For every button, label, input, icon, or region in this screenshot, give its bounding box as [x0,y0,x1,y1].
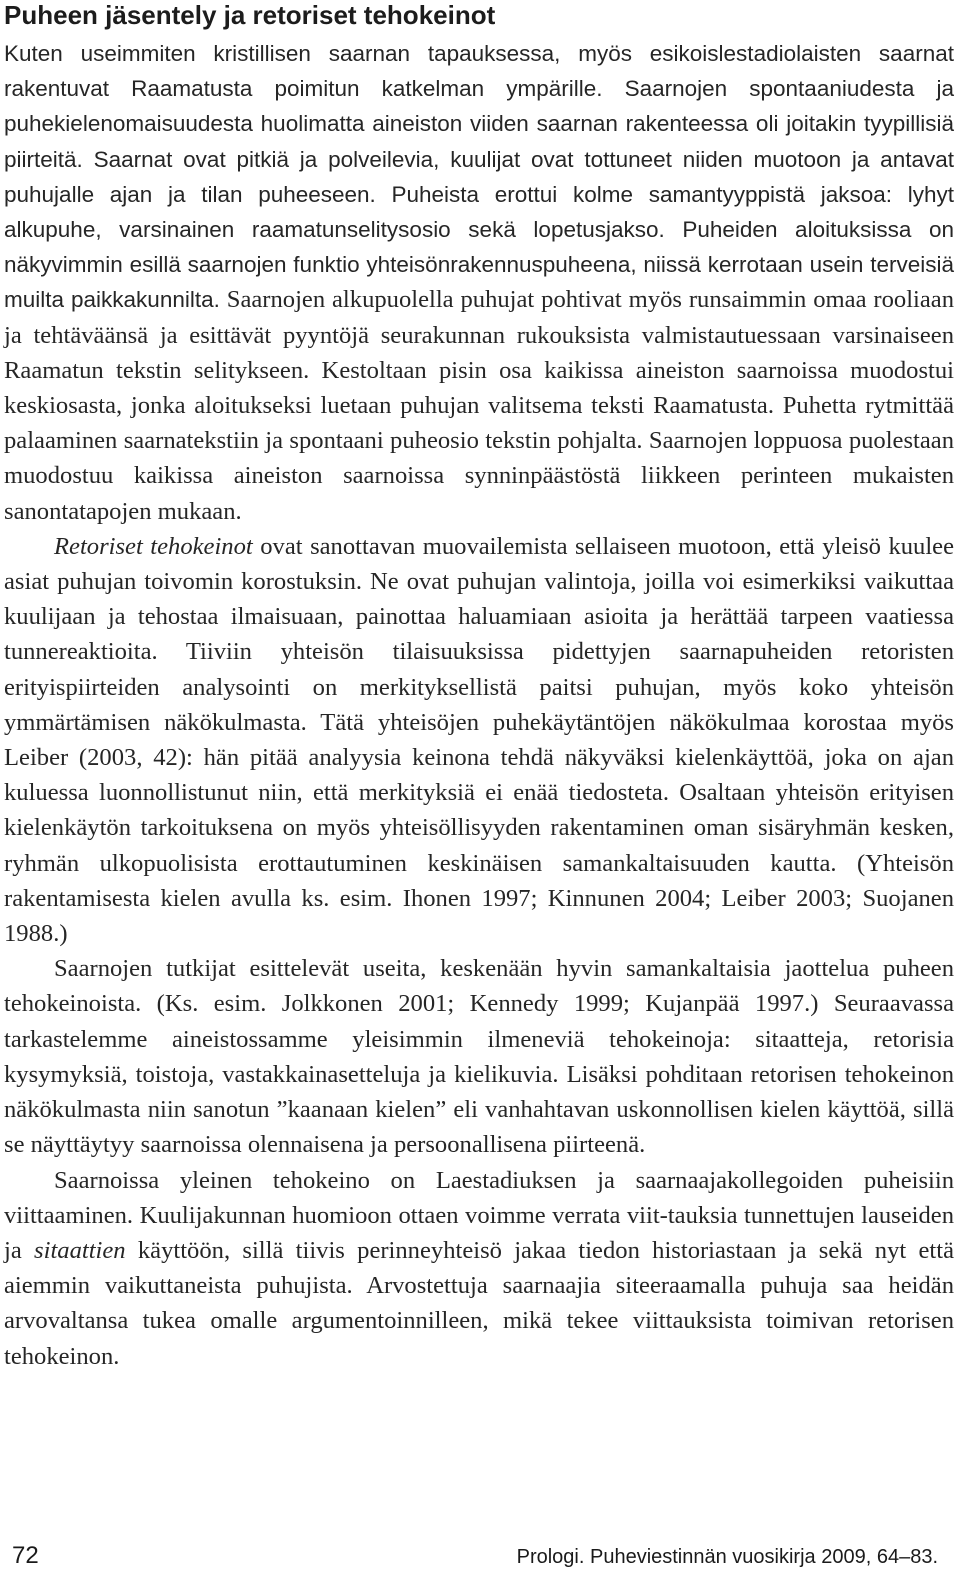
paragraph-citations [4,1163,954,1374]
paragraph-rhetorical-devices [4,529,954,951]
term-citations: sitaattien [34,1236,126,1264]
term-rhetorical-devices: Retoriset tehokeinot [54,532,253,560]
paragraph-structure [4,36,954,529]
paragraph-text: ovat sanottavan muovailemista sellaiseen muotoon, että yleisö kuulee asiat puhujan toivomin korostuksin. Ne ovat puhujan valintoja, joilla voi esimerkiksi vaikuttaa kuulijaan ja tehostaa ilmaisuaan, painottaa haluamiaan asioita ja herättää tarpeen vaatiessa tunnereaktioita. Tiiviin yhteisön tilaisuuksissa pidettyjen saarnapuheiden retoristen erityispiirteiden analysointi on merkityksellistä paitsi puhujan, myös koko yhteisön ymmärtämisen näkökulmasta. Tätä yhteisöjen puhekäytäntöjen näkökulmaa korostaa myös Leiber (2003, 42): hän pitää analyysia keinona tehdä näkyväksi kielenkäyttöä, joka on ajan kuluessa luonnollistunut niin, että merkityksiä ei enää tiedosteta. Osaltaan yhteisön erityisen kielenkäytön tarkoituksena on myös yhteisöllisyyden rakentaminen oman sisäryhmän kesken, ryhmän ulkopuolisista erottautuminen keskinäisen samankaltaisuuden kautta. (Yhteisön rakentamisesta kielen avulla ks. esim. Ihonen 1997; Kinnunen 2004; Leiber 2003; Suojanen 1988.) [4,532,955,948]
running-footer: Prologi. Puheviestinnän vuosikirja 2009, 64–83. [516,1546,938,1568]
paragraph-lead-text: Kuten useimmiten kristillisen saarnan tapauksessa, myös esikoislestadiolaisten saarnat rakentuvat Raamatusta poimitun katkelman ympärille. Saarnojen spontaaniudesta ja puhekielenomaisuudesta huolimatta aineiston viiden saarnan rakenteessa oli joitakin tyypillisiä piirteitä. Saarnat ovat pitkiä ja polveilevia, kuulijat ovat tottuneet niiden muotoon ja antavat puhujalle ajan ja tilan puheeseen. Puheista erottui kolme samantyyppistä jaksoa: lyhyt alkupuhe, varsinainen raamatunselitysosio sekä lopetusjakso. Puheiden aloituksissa on näkyvimmin esillä saarnojen funktio yhteisönrakennuspuheena, niissä kerrotaan usein terveisiä muilta paikkakunnilta. [4,41,954,313]
body-text [4,36,954,1374]
paragraph-text: Saarnoissa yleinen tehokeino on Laestadiuksen ja saarnaajakollegoiden puheisiin viittaaminen. Kuulijakunnan huomioon ottaen voimme verrata viit-tauksia tunnettujen lauseiden ja [4,1166,954,1264]
page-number: 72 [12,1542,39,1569]
paragraph-text: käyttöön, sillä tiivis perinneyhteisö jakaa tiedon historiastaan ja sekä nyt että aiemmin vaikuttaneista puhujista. Arvostettuja saarnaajia siteeraamalla puhuja saa heidän arvovaltansa tukea omalle argumentoinnilleen, mikä tekee viittauksista toimivan retorisen tehokeinon. [4,1236,954,1370]
section-heading: Puheen jäsentely ja retoriset tehokeinot [4,0,496,30]
paragraph-continuation-text: Saarnojen alkupuolella puhujat pohtivat myös runsaimmin omaa rooliaan ja tehtäväänsä ja esittävät pyyntöjä seurakunnan rukouksista valmistautuessaan varsinaiseen Raamatun tekstin selitykseen. Kestoltaan pisin osa kaikissa aineiston saarnoissa muodostui keskiosasta, jonka aloitukseksi luetaan puhujan valitsema teksti Raamatusta. Puhetta rytmittää palaaminen saarnatekstiin ja spontaani puheosio tekstin pohjalta. Saarnojen loppuosa puolestaan muodostuu kaikissa aineiston saarnoissa synninpäästöstä liikkeen perinteen mukaisten sanontatapojen mukaan. [4,286,954,525]
paragraph-researchers: Saarnojen tutkijat esittelevät useita, keskenään hyvin samankaltaisia jaottelua puheen tehokeinoista. (Ks. esim. Jolkkonen 2001; Kennedy 1999; Kujanpää 1997.) Seuraavassa tarkastelemme aineistossamme yleisimmin ilmeneviä tehokeinoja: sitaatteja, retorisia kysymyksiä, toistoja, vastakkainasetteluja ja kielikuvia. Lisäksi pohditaan retorisen tehokeinon näkökulmasta niin sanotun ”kaanaan kielen” eli vanhahtavan uskonnollisen kielen käyttöä, sillä se näyttäytyy saarnoissa olennaisena ja persoonallisena piirteenä. [4,955,954,1159]
